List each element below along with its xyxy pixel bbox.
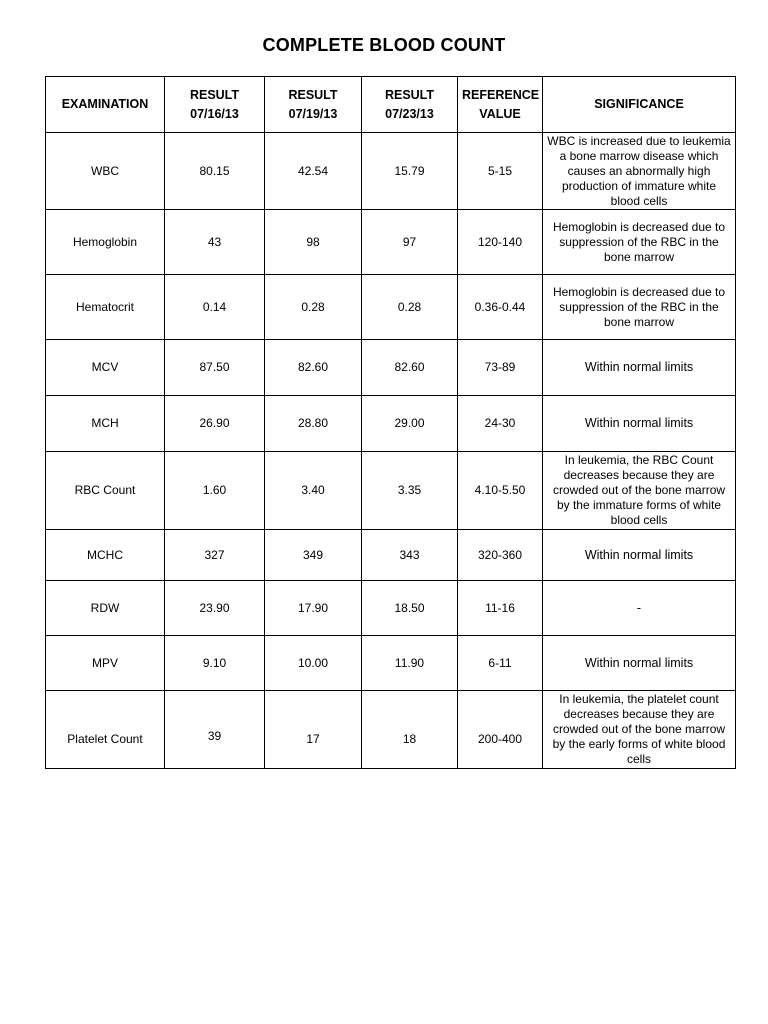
significance-cell: Within normal limits: [543, 636, 736, 691]
exam-name: Hemoglobin: [46, 210, 165, 275]
significance-cell: In leukemia, the platelet count decreases because they are crowded out of the bone marrow by the early forms of white blood cells: [543, 691, 736, 769]
exam-name: Hematocrit: [46, 275, 165, 340]
exam-name: RDW: [46, 581, 165, 636]
result-cell: 82.60: [362, 340, 458, 396]
result-cell: 1.60: [165, 452, 265, 530]
header-result-label: RESULT: [189, 87, 240, 102]
table-row: [46, 530, 736, 581]
result-cell: 11.90: [362, 636, 458, 691]
significance-cell: WBC is increased due to leukemia a bone marrow disease which causes an abnormally high production of immature white blood cells: [543, 133, 736, 210]
result-cell: 42.54: [265, 133, 362, 210]
significance-cell: In leukemia, the RBC Count decreases because they are crowded out of the bone marrow by the immature forms of white blood cells: [543, 452, 736, 530]
reference-cell: 320-360: [458, 530, 543, 581]
page-title: COMPLETE BLOOD COUNT: [262, 35, 506, 55]
exam-name: MCHC: [46, 530, 165, 581]
result-cell: 82.60: [265, 340, 362, 396]
reference-cell: 120-140: [458, 210, 543, 275]
result-cell: 23.90: [165, 581, 265, 636]
significance-cell: Hemoglobin is decreased due to suppression of the RBC in the bone marrow: [543, 275, 736, 340]
reference-cell: 73-89: [458, 340, 543, 396]
reference-cell: 5-15: [458, 133, 543, 210]
table-row: [46, 691, 736, 769]
result-cell: 43: [165, 210, 265, 275]
result-cell: 17.90: [265, 581, 362, 636]
reference-cell: 6-11: [458, 636, 543, 691]
result-cell: 18: [362, 691, 458, 769]
result-cell: 80.15: [165, 133, 265, 210]
header-result-2: [265, 77, 362, 133]
exam-name: RBC Count: [46, 452, 165, 530]
result-cell: 18.50: [362, 581, 458, 636]
significance-cell: Hemoglobin is decreased due to suppression of the RBC in the bone marrow: [543, 210, 736, 275]
exam-name: MPV: [46, 636, 165, 691]
result-cell: 97: [362, 210, 458, 275]
result-cell: 327: [165, 530, 265, 581]
reference-cell: 0.36-0.44: [458, 275, 543, 340]
header-result-1: [165, 77, 265, 133]
exam-name: MCV: [46, 340, 165, 396]
result-cell: 3.40: [265, 452, 362, 530]
header-result-label: RESULT: [384, 87, 435, 102]
result-cell: 87.50: [165, 340, 265, 396]
result-cell: 10.00: [265, 636, 362, 691]
result-cell: 343: [362, 530, 458, 581]
result-cell: 9.10: [165, 636, 265, 691]
exam-name: MCH: [46, 396, 165, 452]
header-date: 07/19/13: [288, 106, 338, 121]
result-cell: 15.79: [362, 133, 458, 210]
result-cell: 29.00: [362, 396, 458, 452]
cbc-table: [45, 76, 736, 769]
result-cell: 26.90: [165, 396, 265, 452]
table-row: [46, 452, 736, 530]
result-cell: 0.28: [265, 275, 362, 340]
header-result-3: [362, 77, 458, 133]
header-date: 07/23/13: [385, 106, 434, 121]
result-cell: 28.80: [265, 396, 362, 452]
reference-cell: 200-400: [458, 691, 543, 769]
result-cell: 0.14: [165, 275, 265, 340]
exam-name: WBC: [46, 133, 165, 210]
significance-cell: Within normal limits: [543, 340, 736, 396]
header-reference-line2: VALUE: [479, 106, 521, 121]
header-reference: [458, 77, 543, 133]
table-row: [46, 210, 736, 275]
significance-cell: Within normal limits: [543, 530, 736, 581]
table-row: [46, 340, 736, 396]
result-cell: 0.28: [362, 275, 458, 340]
exam-name: Platelet Count: [46, 691, 165, 769]
reference-cell: 4.10-5.50: [458, 452, 543, 530]
table-row: [46, 636, 736, 691]
reference-cell: 24-30: [458, 396, 543, 452]
table-row: [46, 133, 736, 210]
header-significance: SIGNIFICANCE: [543, 77, 736, 133]
table-row: [46, 396, 736, 452]
header-reference-line1: REFERENCE: [462, 87, 540, 102]
header-date: 07/16/13: [190, 106, 239, 121]
significance-cell: Within normal limits: [543, 396, 736, 452]
result-cell: 17: [265, 691, 362, 769]
header-row: [46, 77, 736, 133]
header-examination: EXAMINATION: [46, 77, 165, 133]
header-result-label: RESULT: [288, 87, 338, 102]
reference-cell: 11-16: [458, 581, 543, 636]
result-cell: 3.35: [362, 452, 458, 530]
table-row: [46, 581, 736, 636]
result-cell: 98: [265, 210, 362, 275]
significance-cell: -: [543, 581, 736, 636]
table-row: [46, 275, 736, 340]
result-cell: 349: [265, 530, 362, 581]
result-cell: 39: [165, 691, 265, 769]
